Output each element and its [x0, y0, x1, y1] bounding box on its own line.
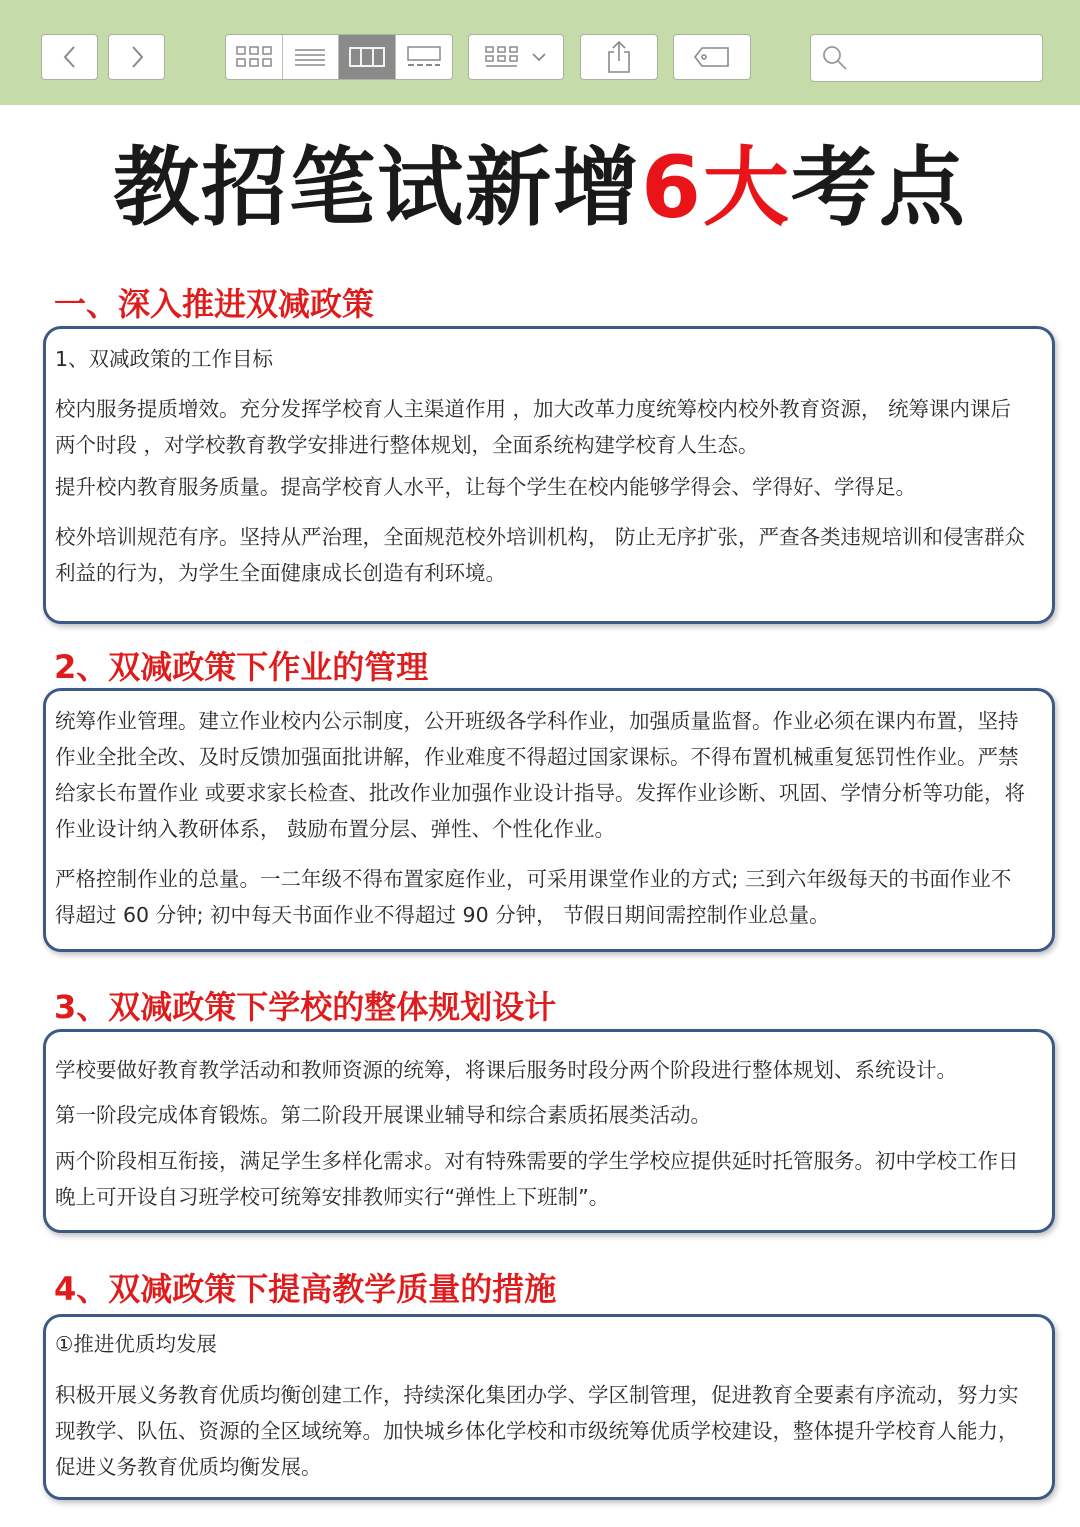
- paragraph: 统筹作业管理。建立作业校内公示制度，公开班级各学科作业，加强质量监督。作业必须在课内布置，坚持作业全批全改、及时反馈加强面批讲解，作业难度不得超过国家课标。不得布置机械重复惩罚性作业。严禁给家长布置作业 或要求家长检查、批改作业加强作业设计指导。发挥作业诊断、巩固、学情分析等功能，将作业设计纳入教研体系， 鼓励布置分层、弹性、个性化作业。: [55, 709, 1026, 841]
- share-button[interactable]: [580, 34, 658, 80]
- back-button[interactable]: [41, 34, 98, 80]
- search-field[interactable]: [810, 34, 1043, 82]
- list-view-button[interactable]: [283, 35, 340, 79]
- section-4-heading: 4、双减政策下提高教学质量的措施: [54, 1270, 557, 1308]
- column-view-button[interactable]: [339, 35, 396, 79]
- chevron-down-icon: [529, 47, 549, 67]
- paragraph: 校外培训规范有序。坚持从严治理，全面规范校外培训机构， 防止无序扩张，严查各类违规培训和侵害群众利益的行为，为学生全面健康成长创造有利环境。: [55, 525, 1026, 585]
- section-1-card: [43, 326, 1055, 624]
- group-by-icon: [483, 44, 523, 70]
- search-input[interactable]: [857, 48, 1031, 69]
- paragraph: ①推进优质均发展: [55, 1332, 217, 1356]
- paragraph: 1、双减政策的工作目标: [55, 347, 274, 371]
- section-3-card: [43, 1029, 1055, 1233]
- view-switcher: [225, 34, 453, 80]
- search-icon: [821, 44, 849, 72]
- gallery-view-icon: [405, 44, 443, 70]
- share-icon: [604, 39, 634, 75]
- paragraph: 提升校内教育服务质量。提高学校育人水平，让每个学生在校内能够学得会、学得好、学得足。: [55, 475, 916, 499]
- section-4-card: [43, 1314, 1055, 1500]
- gallery-view-button[interactable]: [396, 35, 453, 79]
- column-view-icon: [348, 44, 386, 70]
- grid-view-button[interactable]: [226, 35, 283, 79]
- tag-icon: [692, 45, 732, 69]
- title-highlight: 6大: [641, 138, 791, 238]
- title-part1: 教招笔试新增: [113, 138, 642, 238]
- paragraph: 校内服务提质增效。充分发挥学校育人主渠道作用 ，加大改革力度统筹校内校外教育资源， 统筹课内课后两个时段 ，对学校教育教学安排进行整体规划，全面系统构建学校育人生态。: [55, 397, 1012, 457]
- section-3-heading: 3、双减政策下学校的整体规划设计: [54, 988, 557, 1026]
- group-by-dropdown[interactable]: [468, 34, 564, 80]
- forward-button[interactable]: [108, 34, 165, 80]
- toolbar: [0, 0, 1080, 105]
- page-title: [0, 128, 1080, 248]
- title-part2: 考点: [790, 138, 967, 238]
- grid-view-icon: [234, 44, 274, 70]
- list-view-icon: [293, 44, 327, 70]
- paragraph: 第一阶段完成体育锻炼。第二阶段开展课业辅导和综合素质拓展类活动。: [55, 1103, 711, 1127]
- chevron-left-icon: [60, 44, 80, 70]
- paragraph: 积极开展义务教育优质均衡创建工作，持续深化集团办学、学区制管理，促进教育全要素有序流动，努力实现教学、队伍、资源的全区域统筹。加快城乡体化学校和市级统筹优质学校建设，整体提升学校育人能力，促进义务教育优质均衡发展。: [55, 1383, 1019, 1479]
- section-2-card: [43, 688, 1055, 952]
- paragraph: 学校要做好教育教学活动和教师资源的统筹，将课后服务时段分两个阶段进行整体规划、系统设计。: [55, 1058, 957, 1082]
- section-1-heading: 一、深入推进双减政策: [54, 285, 375, 323]
- paragraph: 两个阶段相互衔接，满足学生多样化需求。对有特殊需要的学生学校应提供延时托管服务。初中学校工作日晚上可开设自习班学校可统筹安排教师实行“弹性上下班制”。: [55, 1149, 1019, 1209]
- tag-button[interactable]: [673, 34, 751, 80]
- section-2-heading: 2、双减政策下作业的管理: [54, 648, 429, 686]
- chevron-right-icon: [127, 44, 147, 70]
- paragraph: 严格控制作业的总量。一二年级不得布置家庭作业，可采用课堂作业的方式; 三到六年级每天的书面作业不得超过 60 分钟; 初中每天书面作业不得超过 90 分钟， 节假日期间需控制作业总量。: [55, 867, 1012, 927]
